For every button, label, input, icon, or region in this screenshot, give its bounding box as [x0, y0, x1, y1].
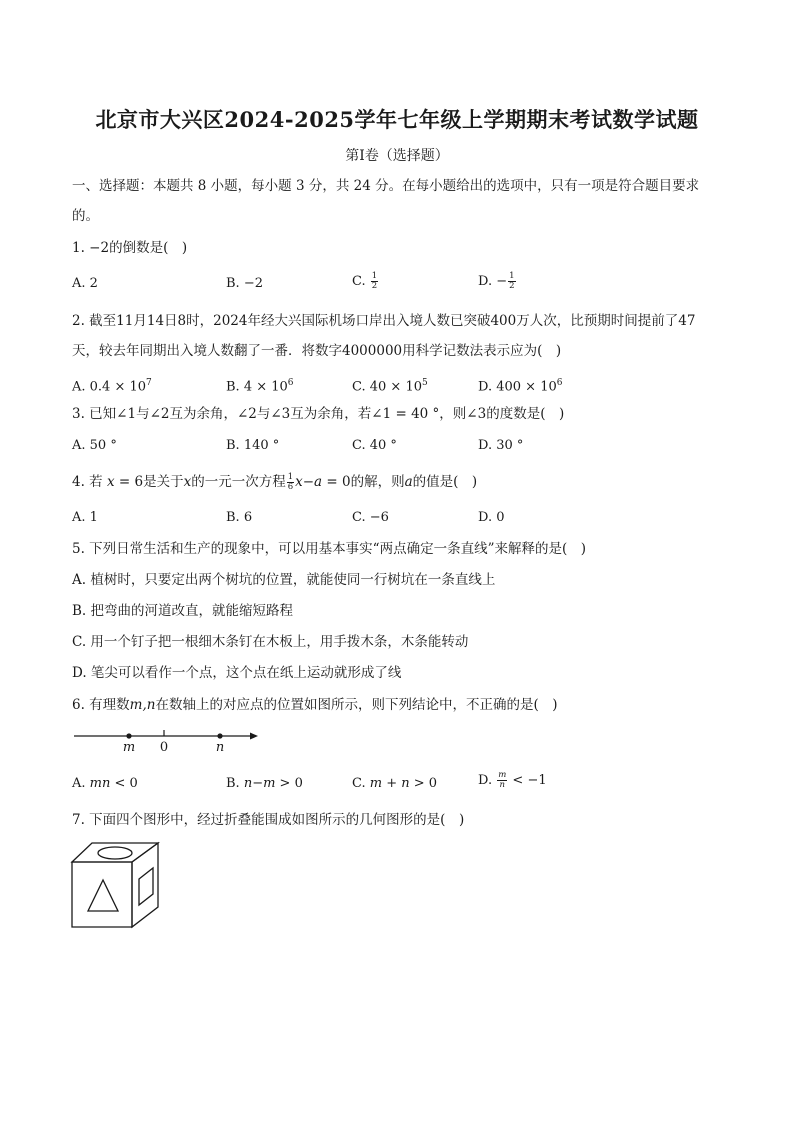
- q6-d-fraction: $\frac{m}{n}$: [498, 770, 507, 790]
- q2-stem-line1: 2. 截至11月14日8时，2024年经大兴国际机场口岸出入境人数已突破400万人次，比预期时间提前了47: [72, 313, 696, 329]
- q6-option-a: A. mn < 0: [72, 776, 138, 791]
- q2-option-a: A. $0.4 \times 10^7$: [72, 378, 152, 395]
- page-title: 北京市大兴区2024-2025学年七年级上学期期末考试数学试题: [95, 107, 699, 132]
- label-m: m: [122, 740, 136, 755]
- q5-option-d: D. 笔尖可以看作一个点，这个点在纸上运动就形成了线: [72, 665, 402, 681]
- cube-front-face: [72, 862, 132, 927]
- q6-option-b: B. n−m > 0: [226, 776, 303, 791]
- q3-option-b: B. 140 °: [226, 438, 280, 453]
- q7-stem: 7. 下面四个图形中，经过折叠能围成如图所示的几何图形的是( ): [72, 812, 465, 828]
- q1-d-fraction: $\frac{1}{2}$: [509, 271, 515, 291]
- cube-side-face: [132, 843, 158, 927]
- q3-option-d: D. 30 °: [478, 438, 524, 453]
- q1-option-c: C. $\frac{1}{2}$: [352, 271, 378, 291]
- label-zero: 0: [159, 740, 169, 755]
- q4-fraction: $\frac{1}{6}$: [287, 472, 294, 492]
- label-n: n: [215, 740, 225, 755]
- q2-option-c: C. $40 \times 10^5$: [352, 378, 428, 395]
- q1-stem: 1. −2的倒数是( ): [72, 240, 188, 256]
- q6-stem: 6. 有理数m,n在数轴上的对应点的位置如图所示，则下列结论中，不正确的是( ): [72, 697, 558, 713]
- q2-stem-line2: 天，较去年同期出入境人数翻了一番．将数字4000000用科学记数法表示应为( ): [72, 343, 562, 359]
- q6-option-c: C. m + n > 0: [352, 776, 438, 791]
- circle-symbol: [98, 847, 132, 859]
- q3-stem: 3. 已知∠1与∠2互为余角，∠2与∠3互为余角，若∠1 = 40 °，则∠3的度数是( ): [72, 406, 565, 422]
- q5-option-b: B. 把弯曲的河道改直，就能缩短路程: [72, 603, 294, 619]
- q5-option-a: A. 植树时，只要定出两个树坑的位置，就能使同一行树坑在一条直线上: [72, 572, 496, 588]
- q4-option-b: B. 6: [226, 510, 253, 525]
- q2-option-d: D. $400 \times 10^6$: [478, 378, 563, 395]
- section-intro-line2: 的。: [72, 208, 99, 224]
- q6-option-d: D. $\frac{m}{n}$ < −1: [478, 770, 547, 790]
- q1-option-a: A. 2: [72, 276, 98, 291]
- q1-option-b: B. −2: [226, 276, 263, 291]
- q1-option-d: D. − $\frac{1}{2}$: [478, 271, 515, 291]
- q4-option-c: C. −6: [352, 510, 389, 525]
- q2-option-b: B. $4 \times 10^6$: [226, 378, 294, 395]
- q5-stem: 5. 下列日常生活和生产的现象中，可以用基本事实“两点确定一条直线”来解释的是( ): [72, 541, 587, 557]
- q5-option-c: C. 用一个钉子把一根细木条钉在木板上，用手拨木条，木条能转动: [72, 634, 469, 650]
- q4-option-d: D. 0: [478, 510, 505, 525]
- q4-option-a: A. 1: [72, 510, 98, 525]
- section-intro-line1: 一、选择题：本题共 8 小题，每小题 3 分，共 24 分。在每小题给出的选项中，只有一项是符合题目要求: [72, 178, 700, 194]
- q3-option-a: A. 50 °: [72, 438, 117, 453]
- volume-heading: 第I卷（选择题）: [345, 148, 449, 164]
- q1-c-fraction: $\frac{1}{2}$: [371, 271, 378, 291]
- rectangle-symbol: [139, 868, 153, 905]
- q4-stem: 4. 若 x = 6是关于x的一元一次方程 $\frac{1}{6}$ x−a = 0的解，则a的值是( ): [72, 472, 478, 492]
- triangle-symbol: [88, 880, 118, 911]
- q3-option-c: C. 40 °: [352, 438, 397, 453]
